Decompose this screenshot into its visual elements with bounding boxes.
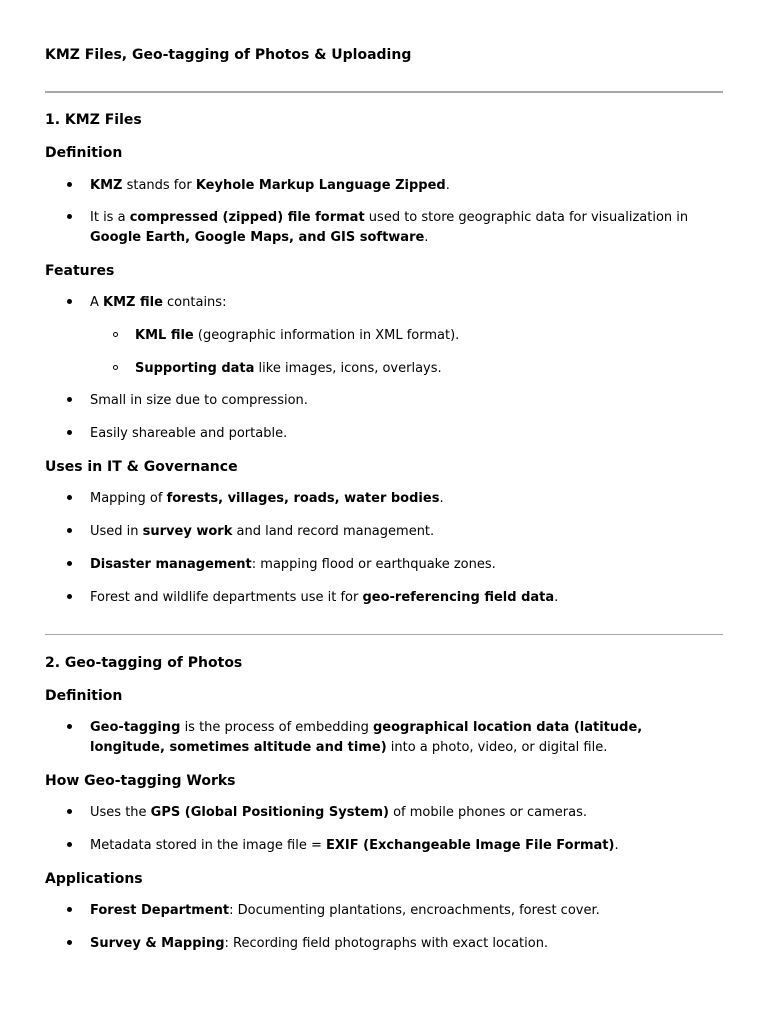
subheading-uses: Uses in IT & Governance [45,459,238,475]
list-item-text: Geo-tagging is the process of embedding geographical location data (latitude, longitude, sometimes altitude and time) into a photo, video, or digital file. [90,720,643,755]
subheading-features: Features [45,263,115,279]
list-item-text: Small in size due to compression. [90,393,308,408]
list-item-text: Mapping of forests, villages, roads, water bodies. [90,491,444,506]
bullet-icon [67,803,75,811]
bullet-icon [67,424,75,432]
bullet-icon [67,176,75,184]
hollow-bullet-icon [113,359,121,367]
hollow-bullet-icon [113,326,121,334]
bullet-icon [67,934,75,942]
section-divider [45,634,723,635]
section-heading-kmz: 1. KMZ Files [45,112,142,128]
section-heading-geotagging: 2. Geo-tagging of Photos [45,655,243,671]
bullet-icon [67,901,75,909]
list-item-text: Forest Department: Documenting plantations, encroachments, forest cover. [90,903,600,918]
list-item-text: KMZ stands for Keyhole Markup Language Zipped. [90,178,450,193]
bullet-icon [67,208,75,216]
list-item-text: It is a compressed (zipped) file format used to store geographic data for visualization in Google Earth, Google Maps, and GIS software. [90,210,689,245]
list-item-text: Supporting data like images, icons, overlays. [135,361,442,376]
bullet-icon [67,836,75,844]
bullet-icon [67,718,75,726]
bullet-icon [67,391,75,399]
list-item-text: Used in survey work and land record management. [90,524,435,539]
subheading-applications: Applications [45,871,143,887]
subheading-definition: Definition [45,688,123,704]
section-divider [45,91,723,93]
list-item-text: Survey & Mapping: Recording field photographs with exact location. [90,936,549,951]
bullet-icon [67,489,75,497]
list-item-text: Easily shareable and portable. [90,426,288,441]
list-item-text: Disaster management: mapping flood or earthquake zones. [90,557,496,572]
document-title: KMZ Files, Geo-tagging of Photos & Uploading [45,47,412,63]
bullet-icon [67,588,75,596]
list-item-text: Forest and wildlife departments use it for geo-referencing field data. [90,590,559,605]
bullet-icon [67,293,75,301]
list-item-text: Uses the GPS (Global Positioning System) of mobile phones or cameras. [90,805,587,820]
bullet-icon [67,522,75,530]
list-item-text: Metadata stored in the image file = EXIF (Exchangeable Image File Format). [90,838,619,853]
list-item-text: KML file (geographic information in XML format). [135,328,460,343]
bullet-icon [67,555,75,563]
list-item-text: A KMZ file contains: [90,295,227,310]
subheading-definition: Definition [45,145,123,161]
subheading-how-it-works: How Geo-tagging Works [45,773,236,789]
